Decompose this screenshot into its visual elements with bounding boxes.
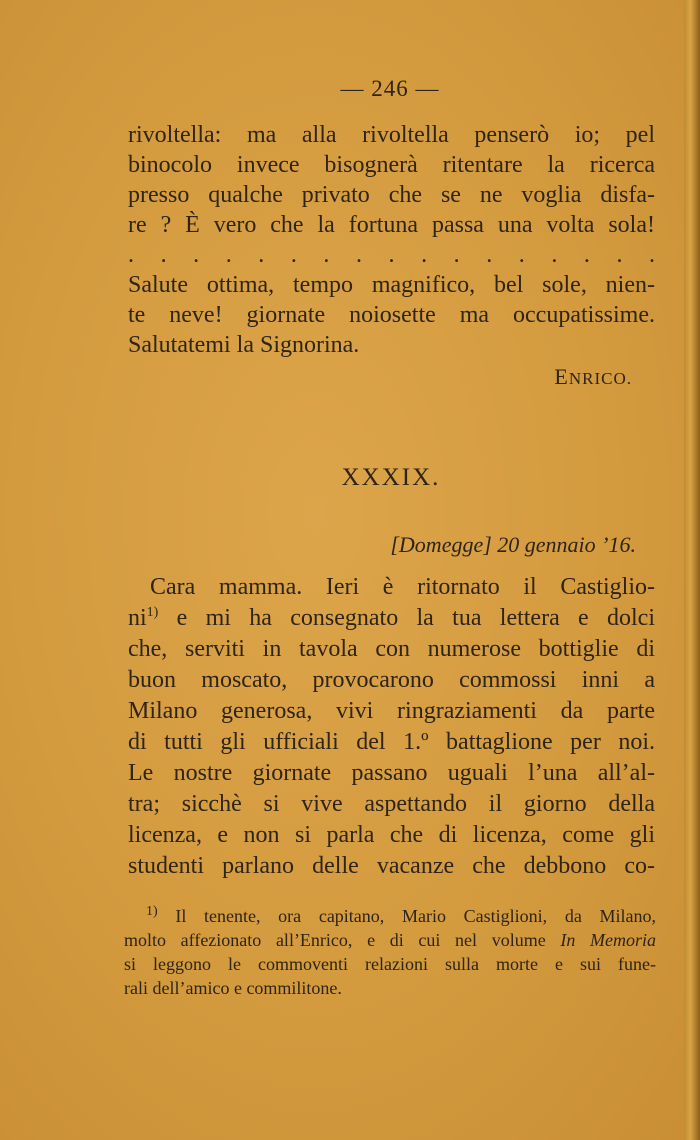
paragraph-3: [128, 572, 655, 882]
signature: [554, 364, 632, 390]
text-line: Salute ottima, tempo magnifico, bel sole, nien-: [128, 272, 655, 298]
text-line: re ? È vero che la fortuna passa una volta sola!: [128, 212, 655, 238]
dateline: [390, 532, 636, 558]
text-line: buon moscato, provocarono commossi inni a: [128, 667, 655, 693]
text-line: Cara mamma. Ieri è ritornato il Castiglio-: [150, 574, 655, 600]
text-line: Milano generosa, vivi ringraziamenti da parte: [128, 698, 655, 724]
dots-line: . . . . . . . . . . . . . . . . .: [128, 242, 655, 268]
text-line: presso qualche privato che se ne voglia disfa-: [128, 182, 655, 208]
text-line: di tutti gli ufficiali del 1.º battaglione per noi.: [128, 729, 655, 755]
signature-initial: E: [554, 364, 569, 389]
footnote-line: [124, 904, 656, 928]
text-line: studenti parlano delle vacanze che debbono co-: [128, 853, 655, 879]
text-line: [128, 603, 655, 634]
paragraph-2: [128, 270, 655, 360]
text-fragment: Il tenente, ora capitano, Mario Castiglioni, da Milano,: [157, 906, 656, 926]
footnote-line: si leggono le commoventi relazioni sulla morte e sui fune-: [124, 954, 656, 974]
text-line: Le nostre giornate passano uguali l’una all’al-: [128, 760, 655, 786]
signature-rest: NRICO.: [568, 369, 632, 388]
page-number: — 246 —: [340, 76, 440, 101]
text-line: te neve! giornate noiosette ma occupatissime.: [128, 302, 655, 328]
text-line: tra; sicchè si vive aspettando il giorno della: [128, 791, 655, 817]
text-fragment: e mi ha consegnato la tua lettera e dolci: [158, 605, 655, 631]
text-fragment: ni: [128, 605, 147, 631]
ellipsis-row: [128, 240, 655, 270]
footnote-line: rali dell’amico e commilitone.: [124, 978, 342, 998]
text-line: Salutatemi la Signorina.: [128, 332, 360, 358]
dateline-date: 20 gennaio ’16.: [497, 532, 636, 557]
footnote: [124, 904, 656, 1000]
footnote-line: [124, 928, 656, 952]
text-fragment: molto affezionato all’Enrico, e di cui nel volume: [124, 930, 561, 950]
text-line: rivoltella: ma alla rivoltella penserò io; pel: [128, 122, 655, 148]
paragraph-1: [128, 120, 655, 240]
text-line: licenza, e non si parla che di licenza, come gli: [128, 822, 655, 848]
page-edge: [684, 0, 700, 1140]
text-line: binocolo invece bisognerà ritentare la ricerca: [128, 152, 655, 178]
dateline-place: [Domegge]: [390, 532, 492, 557]
text-line: che, serviti in tavola con numerose bottiglie di: [128, 636, 655, 662]
footnote-reference: 1): [146, 605, 159, 620]
letter-number-heading: XXXIX.: [341, 464, 441, 491]
footnote-mark: 1): [146, 904, 158, 919]
book-title: In Memoria: [560, 930, 656, 950]
